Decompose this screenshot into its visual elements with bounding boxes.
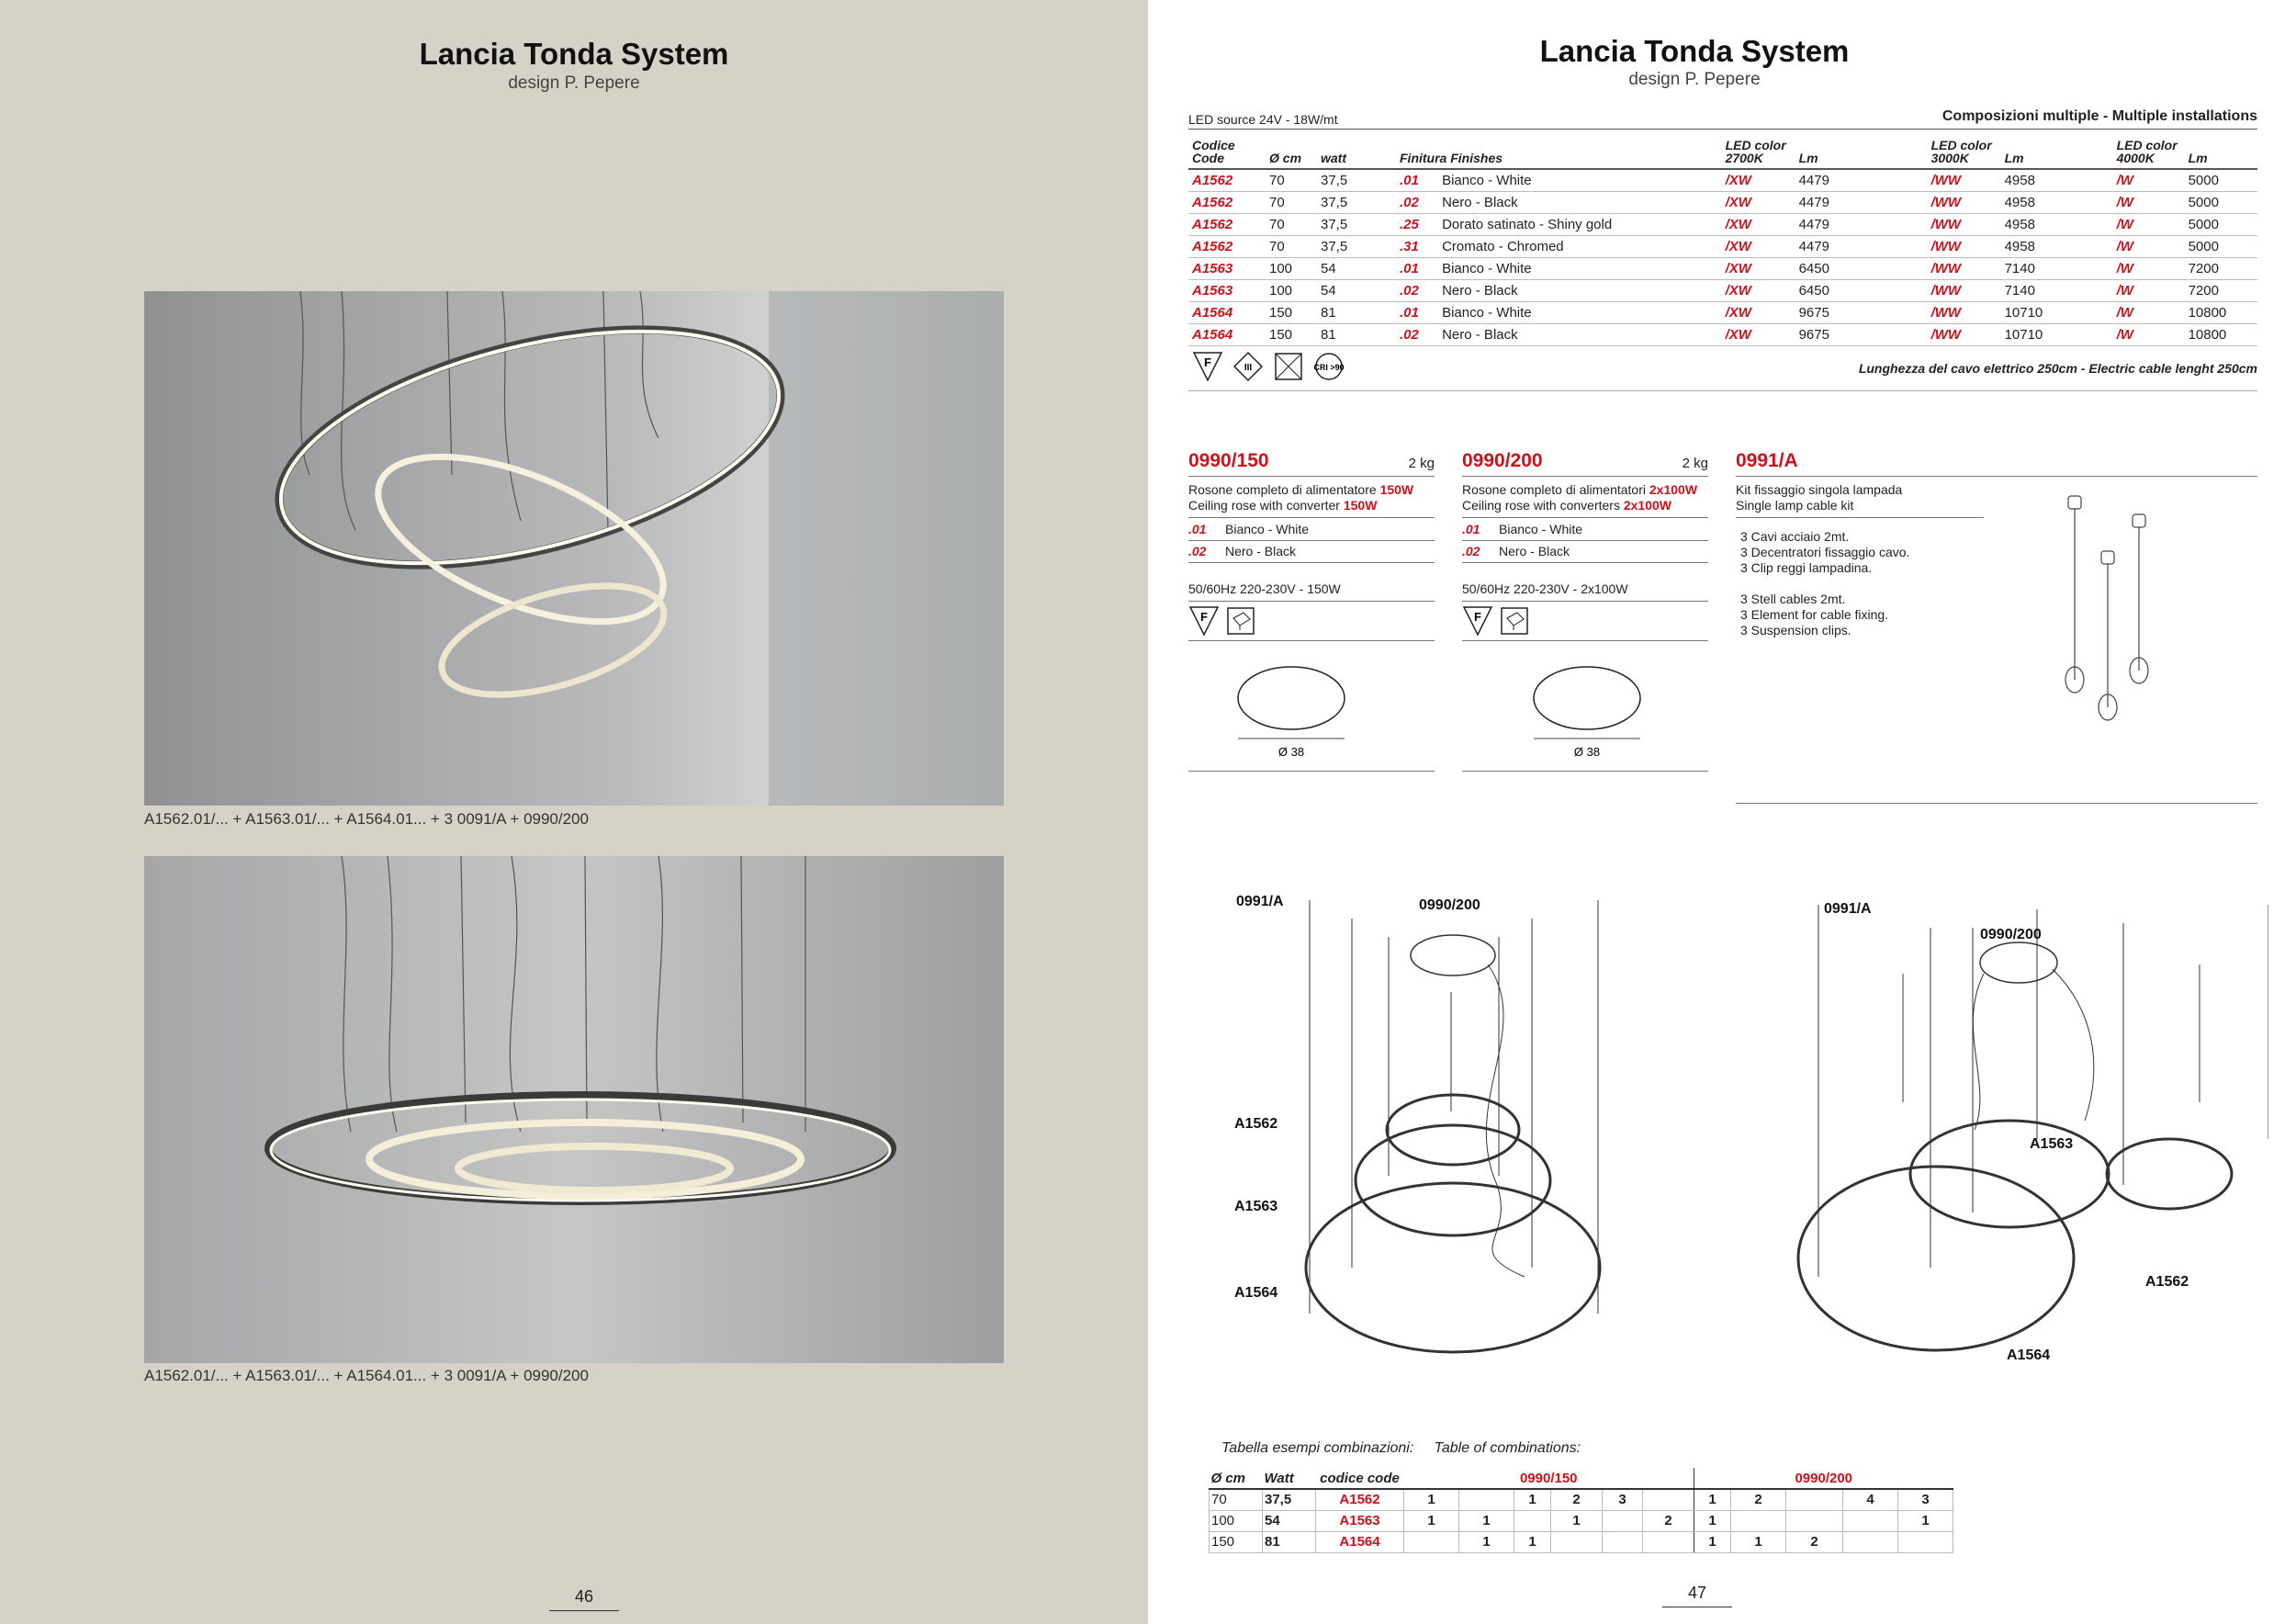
page-number: 46 (549, 1587, 619, 1611)
spec-row (1188, 258, 2257, 280)
spec-cell-finish: Bianco - White (1438, 302, 1721, 324)
power: 2x100W (1649, 482, 1698, 497)
combo-cell-c: A1564 (1316, 1531, 1404, 1552)
page-number: 47 (1662, 1584, 1732, 1607)
combo-qty (1551, 1531, 1603, 1552)
spec-cell-watt: 37,5 (1317, 214, 1396, 236)
spec-cell-c2: /WW (1928, 192, 2001, 214)
spec-cell-c3: /W (2113, 192, 2185, 214)
spec-cell-code: A1563 (1188, 280, 1266, 302)
combo-qty: 2 (1551, 1489, 1603, 1510)
spec-cell-fc: .01 (1396, 258, 1438, 280)
spec-cell-diam: 150 (1266, 302, 1317, 324)
spec-cell-l2: 4958 (2001, 236, 2113, 258)
combo-qty (1404, 1531, 1459, 1552)
spec-cell-c3: /W (2113, 169, 2185, 192)
spec-cell-c1: /XW (1722, 258, 1795, 280)
spec-cell-code: A1562 (1188, 214, 1266, 236)
combo-group-0990-200: 0990/200 (1694, 1468, 1953, 1489)
spec-cell-c1: /XW (1722, 324, 1795, 346)
svg-text:CRI >90: CRI >90 (1313, 363, 1345, 372)
combo-row (1210, 1531, 1953, 1552)
spec-cell-l3: 5000 (2185, 169, 2257, 192)
power-en: 2x100W (1623, 498, 1672, 513)
svg-text:III: III (1244, 363, 1253, 373)
label-a1564: A1564 (1234, 1285, 1278, 1301)
spec-cell-l2: 4958 (2001, 192, 2113, 214)
ceiling-rose-drawing (1188, 660, 1435, 761)
combo-qty: 4 (1843, 1489, 1898, 1510)
combo-qty: 1 (1551, 1510, 1603, 1531)
col-lm-1: Lm (1795, 136, 1928, 169)
label-a1562: A1562 (2145, 1274, 2189, 1290)
combo-cell-w: 37,5 (1263, 1489, 1316, 1510)
spec-row (1188, 214, 2257, 236)
spec-cell-c2: /WW (1928, 236, 2001, 258)
diameter-label: Ø 38 (1573, 745, 1601, 759)
desc-en: Ceiling rose with converter (1188, 498, 1340, 513)
spec-cell-c2: /WW (1928, 302, 2001, 324)
page-subtitle: design P. Pepere (1628, 70, 1761, 89)
combo-qty: 2 (1731, 1489, 1786, 1510)
combo-qty: 1 (1694, 1531, 1731, 1552)
spec-cell-l1: 9675 (1795, 302, 1928, 324)
label-cable-kit: 0991/A (1236, 894, 1284, 909)
combo-qty (1514, 1510, 1551, 1531)
spec-cell-diam: 100 (1266, 258, 1317, 280)
combo-cell-c: A1563 (1316, 1510, 1404, 1531)
label-a1563: A1563 (1234, 1199, 1278, 1214)
label-ceiling-rose: 0990/200 (1980, 927, 2042, 942)
spec-cell-l2: 4958 (2001, 214, 2113, 236)
col-code: Codice Code (1188, 136, 1266, 169)
combo-qty: 3 (1898, 1489, 1953, 1510)
accessory-code: 0990/150 (1188, 450, 1269, 471)
spec-cell-c1: /XW (1722, 192, 1795, 214)
combo-qty (1898, 1531, 1953, 1552)
spec-cell-watt: 81 (1317, 302, 1396, 324)
table-bottom-rule (1188, 390, 2257, 391)
combo-cell-d: 100 (1210, 1510, 1263, 1531)
spec-cell-finish: Cromato - Chromed (1438, 236, 1721, 258)
spec-cell-finish: Dorato satinato - Shiny gold (1438, 214, 1721, 236)
spec-cell-c1: /XW (1722, 302, 1795, 324)
photo-caption-2: A1562.01/... + A1563.01/... + A1564.01... + 3 0091/A + 0990/200 (144, 1367, 589, 1384)
finish-code-1: .01 (1462, 522, 1480, 536)
combo-qty: 1 (1514, 1531, 1551, 1552)
svg-text:F: F (1200, 610, 1208, 624)
power: 150W (1379, 482, 1414, 497)
col-led-2700: LED color 2700K (1722, 136, 1795, 169)
spec-row (1188, 302, 2257, 324)
finish-2: Nero - Black (1499, 544, 1570, 558)
label-cable-kit: 0991/A (1824, 901, 1872, 917)
spec-cell-c1: /XW (1722, 236, 1795, 258)
page-title: Lancia Tonda System (1539, 34, 1850, 68)
spec-cell-watt: 37,5 (1317, 236, 1396, 258)
combo-qty (1459, 1489, 1514, 1510)
spec-cell-diam: 70 (1266, 236, 1317, 258)
led-source-label: LED source 24V - 18W/mt (1188, 112, 1338, 127)
col-watt: watt (1317, 136, 1396, 169)
combo-title-it: Tabella esempi combinazioni: (1221, 1440, 1414, 1456)
combo-qty: 3 (1603, 1489, 1643, 1510)
finish-code-2: .02 (1462, 544, 1480, 558)
diameter-label: Ø 38 (1277, 745, 1305, 759)
spec-row (1188, 280, 2257, 302)
spec-cell-diam: 70 (1266, 192, 1317, 214)
accessory-0990-200 (1462, 450, 1708, 772)
combo-row (1210, 1489, 1953, 1510)
spec-cell-code: A1562 (1188, 192, 1266, 214)
spec-cell-l1: 4479 (1795, 236, 1928, 258)
col-led-3000: LED color 3000K (1928, 136, 2001, 169)
spec-cell-l2: 10710 (2001, 324, 2113, 346)
spec-cell-watt: 37,5 (1317, 192, 1396, 214)
spec-cell-code: A1564 (1188, 324, 1266, 346)
combo-qty: 1 (1459, 1531, 1514, 1552)
spec-cell-c3: /W (2113, 324, 2185, 346)
spec-cell-code: A1563 (1188, 258, 1266, 280)
kit-item: 3 Stell cables 2mt. (1740, 592, 1846, 606)
combo-cell-w: 81 (1263, 1531, 1316, 1552)
accessory-weight: 2 kg (1408, 456, 1435, 471)
label-ceiling-rose: 0990/200 (1419, 897, 1480, 913)
no-covering-icon (1273, 351, 1304, 382)
combo-cell-d: 70 (1210, 1489, 1263, 1510)
spec-cell-code: A1562 (1188, 236, 1266, 258)
svg-text:F: F (1204, 355, 1211, 369)
label-a1564: A1564 (2007, 1348, 2051, 1363)
f-mark-icon (1188, 605, 1220, 637)
combo-qty (1843, 1510, 1898, 1531)
spec-cell-l3: 5000 (2185, 214, 2257, 236)
electrical-spec: 50/60Hz 220-230V - 2x100W (1462, 581, 1628, 596)
finish-1: Bianco - White (1499, 522, 1583, 536)
cable-kit-drawing (2039, 487, 2204, 762)
combo-cell-c: A1562 (1316, 1489, 1404, 1510)
spec-cell-diam: 150 (1266, 324, 1317, 346)
combo-col-watt: Watt (1263, 1468, 1316, 1489)
combo-qty (1731, 1510, 1786, 1531)
spec-cell-finish: Bianco - White (1438, 258, 1721, 280)
spec-cell-l3: 5000 (2185, 236, 2257, 258)
spec-header-row (1188, 136, 2257, 169)
spec-cell-finish: Nero - Black (1438, 324, 1721, 346)
spec-cell-watt: 54 (1317, 258, 1396, 280)
combo-qty: 1 (1694, 1510, 1731, 1531)
product-photo-1 (144, 291, 1004, 806)
certification-icons (1192, 351, 1345, 382)
kit-item: 3 Decentratori fissaggio cavo. (1740, 545, 1910, 559)
spec-row (1188, 169, 2257, 192)
spec-table (1188, 136, 2257, 346)
page-title: Lancia Tonda System (419, 37, 729, 71)
installation-diagram (1185, 882, 2268, 1396)
spec-cell-l1: 6450 (1795, 258, 1928, 280)
spec-cell-fc: .02 (1396, 280, 1438, 302)
spec-cell-fc: .02 (1396, 192, 1438, 214)
product-photo-2 (144, 856, 1004, 1363)
combo-qty (1643, 1489, 1694, 1510)
spec-cell-fc: .01 (1396, 169, 1438, 192)
spec-cell-c3: /W (2113, 214, 2185, 236)
spec-cell-finish: Nero - Black (1438, 192, 1721, 214)
header-rule (1188, 129, 2257, 130)
converter-icon (1225, 605, 1256, 637)
combo-qty: 1 (1459, 1510, 1514, 1531)
accessory-weight: 2 kg (1682, 456, 1708, 471)
svg-text:F: F (1474, 610, 1481, 624)
combo-qty: 1 (1898, 1510, 1953, 1531)
spec-cell-fc: .31 (1396, 236, 1438, 258)
power-en: 150W (1343, 498, 1378, 513)
spec-cell-l2: 10710 (2001, 302, 2113, 324)
spec-cell-l1: 9675 (1795, 324, 1928, 346)
spec-cell-c2: /WW (1928, 258, 2001, 280)
spec-cell-l1: 4479 (1795, 214, 1928, 236)
kit-item: 3 Clip reggi lampadina. (1740, 560, 1873, 575)
kit-item: 3 Element for cable fixing. (1740, 607, 1889, 622)
combo-col-code: codice code (1316, 1468, 1404, 1489)
converter-icon (1499, 605, 1530, 637)
spec-cell-finish: Nero - Black (1438, 280, 1721, 302)
spec-cell-c2: /WW (1928, 280, 2001, 302)
accessory-code: 0990/200 (1462, 450, 1543, 471)
spec-cell-c1: /XW (1722, 169, 1795, 192)
spec-cell-code: A1564 (1188, 302, 1266, 324)
spec-cell-c1: /XW (1722, 214, 1795, 236)
accessory-0990-150 (1188, 450, 1435, 772)
combo-qty (1786, 1510, 1843, 1531)
right-page (1148, 0, 2296, 1624)
col-lm-2: Lm (2001, 136, 2113, 169)
desc-it: Rosone completo di alimentatore (1188, 482, 1377, 497)
spec-row (1188, 236, 2257, 258)
f-mark-icon (1192, 351, 1223, 382)
spec-cell-l3: 7200 (2185, 280, 2257, 302)
combo-qty: 1 (1404, 1510, 1459, 1531)
spec-cell-c3: /W (2113, 280, 2185, 302)
combo-qty (1643, 1531, 1694, 1552)
spec-cell-l3: 10800 (2185, 302, 2257, 324)
finish-2: Nero - Black (1225, 544, 1297, 558)
spec-cell-l3: 5000 (2185, 192, 2257, 214)
spec-cell-l2: 7140 (2001, 258, 2113, 280)
spec-cell-watt: 81 (1317, 324, 1396, 346)
spec-cell-fc: .02 (1396, 324, 1438, 346)
spec-cell-c2: /WW (1928, 324, 2001, 346)
combo-qty: 1 (1514, 1489, 1551, 1510)
combo-title (1221, 1440, 1581, 1457)
spec-cell-l1: 4479 (1795, 192, 1928, 214)
kit-item: 3 Suspension clips. (1740, 623, 1851, 637)
cable-length-note: Lunghezza del cavo elettrico 250cm - Electric cable lenght 250cm (1858, 361, 2257, 376)
combo-col-diam: Ø cm (1210, 1468, 1263, 1489)
spec-cell-l2: 4958 (2001, 169, 2113, 192)
spec-row (1188, 192, 2257, 214)
col-led-4000: LED color 4000K (2113, 136, 2185, 169)
desc-en: Ceiling rose with converters (1462, 498, 1620, 513)
desc-it: Kit fissaggio singola lampada (1736, 482, 1903, 497)
combo-qty (1603, 1531, 1643, 1552)
accessory-code: 0991/A (1736, 450, 1798, 471)
spec-cell-fc: .25 (1396, 214, 1438, 236)
combo-qty: 1 (1731, 1531, 1786, 1552)
combo-title-en: Table of combinations: (1434, 1440, 1581, 1456)
spec-row (1188, 324, 2257, 346)
label-a1562: A1562 (1234, 1116, 1278, 1132)
col-finish: Finitura Finishes (1396, 136, 1722, 169)
spec-cell-c2: /WW (1928, 169, 2001, 192)
combo-qty: 1 (1694, 1489, 1731, 1510)
electrical-spec: 50/60Hz 220-230V - 150W (1188, 581, 1341, 596)
spec-cell-l3: 7200 (2185, 258, 2257, 280)
combo-cell-w: 54 (1263, 1510, 1316, 1531)
spec-cell-l2: 7140 (2001, 280, 2113, 302)
col-diam: Ø cm (1266, 136, 1317, 169)
combo-qty (1786, 1489, 1843, 1510)
spec-cell-c3: /W (2113, 258, 2185, 280)
combo-qty: 2 (1786, 1531, 1843, 1552)
spec-cell-c1: /XW (1722, 280, 1795, 302)
combo-qty: 2 (1643, 1510, 1694, 1531)
spec-cell-code: A1562 (1188, 169, 1266, 192)
finish-code-1: .01 (1188, 522, 1207, 536)
kit-item: 3 Cavi acciaio 2mt. (1740, 529, 1850, 544)
spec-cell-c3: /W (2113, 302, 2185, 324)
multiple-installations-label: Composizioni multiple - Multiple installations (1941, 108, 2257, 124)
spec-cell-watt: 54 (1317, 280, 1396, 302)
label-a1563: A1563 (2030, 1136, 2074, 1152)
spec-cell-l1: 4479 (1795, 169, 1928, 192)
spec-cell-c3: /W (2113, 236, 2185, 258)
finish-1: Bianco - White (1225, 522, 1310, 536)
spec-cell-l1: 6450 (1795, 280, 1928, 302)
spec-cell-l3: 10800 (2185, 324, 2257, 346)
col-lm-3: Lm (2185, 136, 2257, 169)
page-subtitle: design P. Pepere (508, 73, 640, 93)
ceiling-rose-drawing (1462, 660, 1708, 761)
photo-caption-1: A1562.01/... + A1563.01/... + A1564.01... + 3 0091/A + 0990/200 (144, 810, 589, 828)
spec-cell-diam: 100 (1266, 280, 1317, 302)
spec-cell-watt: 37,5 (1317, 169, 1396, 192)
combo-header-row (1210, 1468, 1953, 1489)
accessory-0991-a (1736, 450, 2257, 638)
combinations-table (1209, 1468, 1953, 1553)
spec-cell-c2: /WW (1928, 214, 2001, 236)
spec-cell-fc: .01 (1396, 302, 1438, 324)
combo-qty (1843, 1531, 1898, 1552)
combo-group-0990-150: 0990/150 (1404, 1468, 1694, 1489)
spec-cell-diam: 70 (1266, 169, 1317, 192)
desc-it: Rosone completo di alimentatori (1462, 482, 1646, 497)
class-iii-icon (1232, 351, 1264, 382)
combo-row (1210, 1510, 1953, 1531)
spec-cell-finish: Bianco - White (1438, 169, 1721, 192)
desc-en: Single lamp cable kit (1736, 498, 1854, 513)
finish-code-2: .02 (1188, 544, 1207, 558)
f-mark-icon (1462, 605, 1493, 637)
combo-qty (1603, 1510, 1643, 1531)
combo-cell-d: 150 (1210, 1531, 1263, 1552)
cri-icon (1313, 351, 1345, 382)
spec-cell-diam: 70 (1266, 214, 1317, 236)
combo-qty: 1 (1404, 1489, 1459, 1510)
